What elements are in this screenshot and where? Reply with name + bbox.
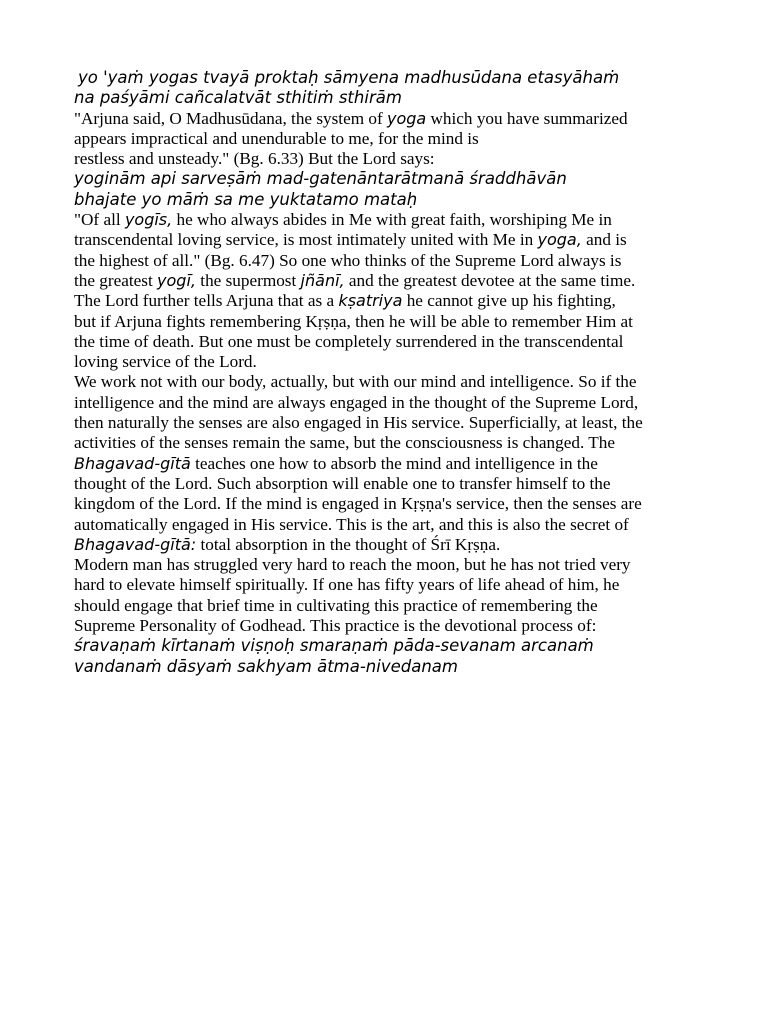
text-line: should engage that brief time in cultivating this practice of remembering the xyxy=(74,595,598,615)
text-line: hard to elevate himself spiritually. If one has fifty years of life ahead of him, he xyxy=(74,575,620,595)
translation-paragraph xyxy=(74,210,694,372)
text-line: activities of the senses remain the same, but the consciousness is changed. The xyxy=(74,433,615,453)
text-line: the highest of all." (Bg. 6.47) So one who thinks of the Supreme Lord always is xyxy=(74,250,622,270)
text-line: appears impractical and unendurable to me, for the mind is xyxy=(74,128,479,148)
verse-devotional-process xyxy=(74,636,694,677)
italic-term: jñānī, xyxy=(300,270,345,290)
verse-line: na paśyāmi cañcalatvāt sthitiṁ sthirām xyxy=(74,88,402,108)
verse-line: vandanaṁ dāsyaṁ sakhyam ātma-nivedanam xyxy=(74,656,458,676)
text-line: "Of all yogīs, he who always abides in Me with great faith, worshiping Me in xyxy=(74,210,612,230)
verse-bg-6-33 xyxy=(74,68,694,109)
text-line: Modern man has struggled very hard to reach the moon, but he has not tried very xyxy=(74,555,631,575)
text-line: intelligence and the mind are always engaged in the thought of the Supreme Lord, xyxy=(74,392,639,412)
text-line: We work not with our body, actually, but with our mind and intelligence. So if the xyxy=(74,372,637,392)
text-line: automatically engaged in His service. This is the art, and this is also the secret of xyxy=(74,514,629,534)
italic-term: yogī, xyxy=(157,270,196,290)
text-line: loving service of the Lord. xyxy=(74,352,257,372)
text-line: The Lord further tells Arjuna that as a kṣatriya he cannot give up his fighting, xyxy=(74,291,616,311)
italic-term: Bhagavad-gītā: xyxy=(74,534,197,554)
text-line: "Arjuna said, O Madhusūdana, the system of yoga which you have summarized xyxy=(74,108,628,128)
text-line: the time of death. But one must be completely surrendered in the transcendental xyxy=(74,331,624,351)
italic-term: yogīs, xyxy=(124,210,173,230)
text-line: Bhagavad-gītā: total absorption in the thought of Śrī Kṛṣṇa. xyxy=(74,534,501,554)
text-line: thought of the Lord. Such absorption will enable one to transfer himself to the xyxy=(74,473,611,493)
italic-term: Bhagavad-gītā xyxy=(74,453,191,473)
italic-term: kṣatriya xyxy=(338,291,403,311)
verse-line: bhajate yo māṁ sa me yuktatamo mataḥ xyxy=(74,189,418,209)
text-line: then naturally the senses are also engaged in His service. Superficially, at least, the xyxy=(74,413,643,433)
verse-bg-6-47 xyxy=(74,169,694,210)
text-line: Supreme Personality of Godhead. This practice is the devotional process of: xyxy=(74,616,597,636)
body-paragraph xyxy=(74,555,694,636)
verse-line: yo 'yaṁ yogas tvayā proktaḥ sāmyena madhusūdana etasyāhaṁ xyxy=(78,68,620,87)
verse-line: śravaṇaṁ kīrtanaṁ viṣṇoḥ smaraṇaṁ pāda-sevanam arcanaṁ xyxy=(74,636,594,656)
body-paragraph xyxy=(74,372,694,555)
text-line: but if Arjuna fights remembering Kṛṣṇa, then he will be able to remember Him at xyxy=(74,311,633,331)
text-line: transcendental loving service, is most intimately united with Me in yoga, and is xyxy=(74,230,627,250)
translation-paragraph xyxy=(74,109,694,170)
text-line: the greatest yogī, the supermost jñānī, and the greatest devotee at the same time. xyxy=(74,270,636,290)
text-line: restless and unsteady." (Bg. 6.33) But the Lord says: xyxy=(74,149,435,169)
italic-term: yoga, xyxy=(537,230,582,250)
text-line: kingdom of the Lord. If the mind is engaged in Kṛṣṇa's service, then the senses are xyxy=(74,494,642,514)
italic-term: yoga xyxy=(387,108,427,128)
verse-line: yoginām api sarveṣāṁ mad-gatenāntarātmanā śraddhāvān xyxy=(74,169,567,189)
text-line: Bhagavad-gītā teaches one how to absorb the mind and intelligence in the xyxy=(74,453,598,473)
